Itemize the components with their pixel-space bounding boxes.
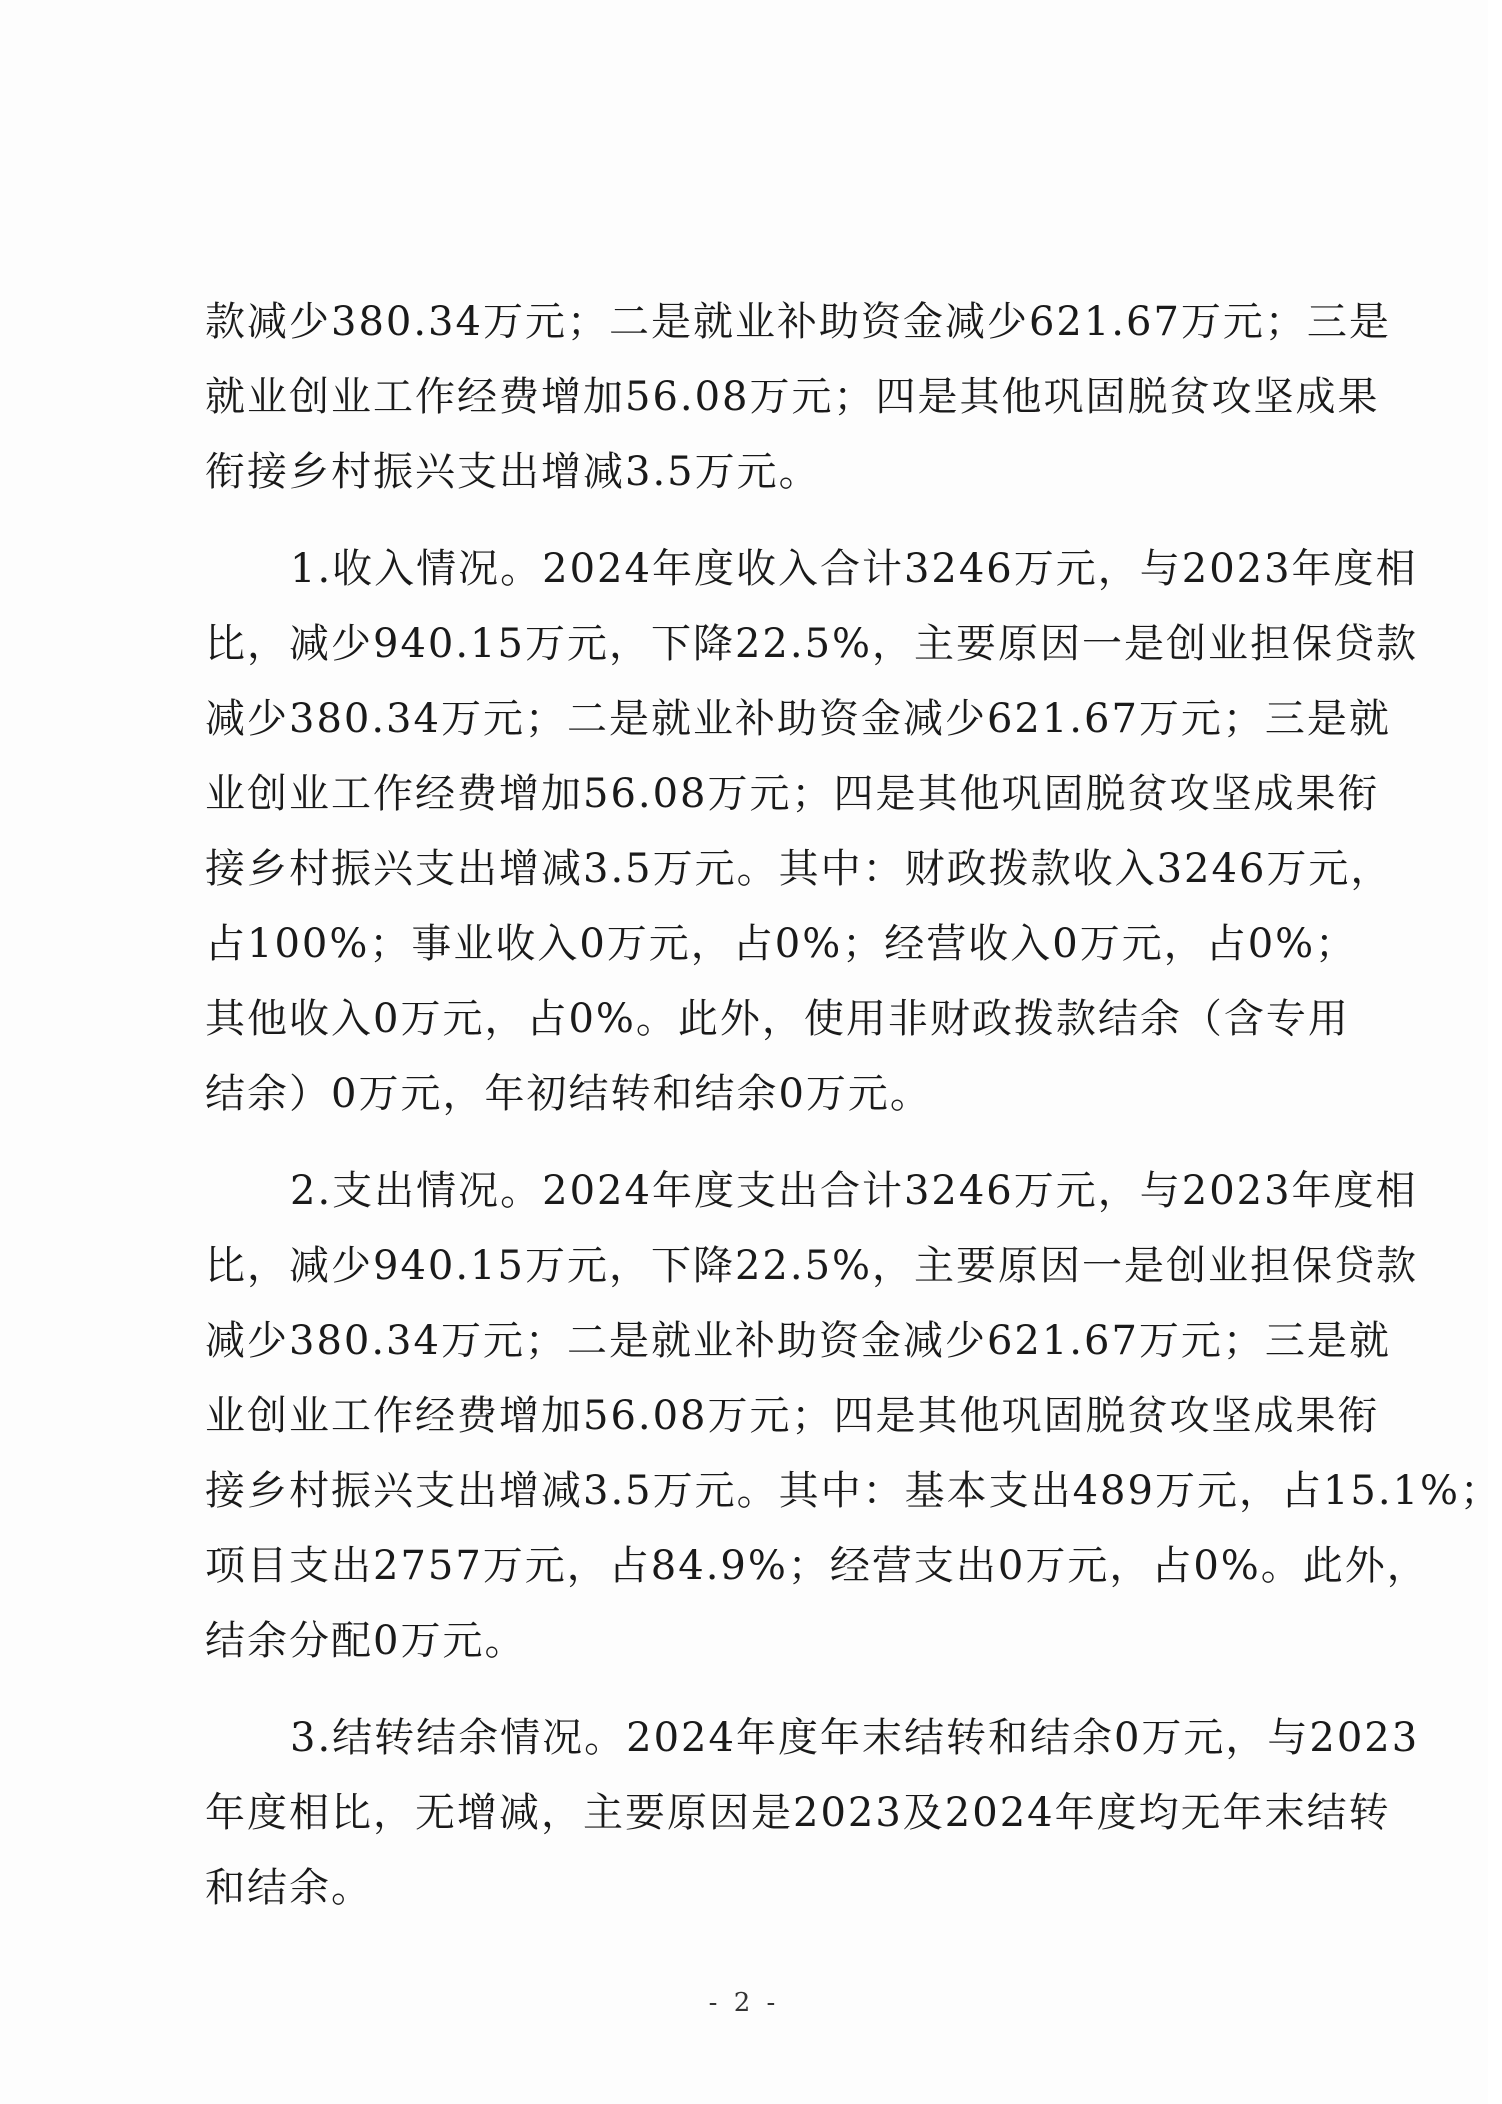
text-line: 结余分配0万元。 <box>205 1618 527 1664</box>
text-line: 接乡村振兴支出增减3.5万元。其中：财政拨款收入3246万元， <box>205 846 1393 892</box>
text-line: 减少380.34万元；二是就业补助资金减少621.67万元；三是就 <box>205 1318 1391 1364</box>
income-section-heading-line: 1.收入情况。2024年度收入合计3246万元，与2023年度相 <box>290 546 1418 592</box>
page-number: - 2 - <box>708 1988 780 2018</box>
text-line: 比，减少940.15万元，下降22.5%，主要原因一是创业担保贷款 <box>205 1243 1419 1289</box>
text-line: 款减少380.34万元；二是就业补助资金减少621.67万元；三是 <box>205 299 1391 345</box>
text-line: 业创业工作经费增加56.08万元；四是其他巩固脱贫攻坚成果衔 <box>205 771 1380 817</box>
text-line: 衔接乡村振兴支出增减3.5万元。 <box>205 449 821 495</box>
text-line: 和结余。 <box>205 1865 373 1911</box>
text-line: 就业创业工作经费增加56.08万元；四是其他巩固脱贫攻坚成果 <box>205 374 1380 420</box>
document-body <box>205 285 1502 1926</box>
text-line: 业创业工作经费增加56.08万元；四是其他巩固脱贫攻坚成果衔 <box>205 1393 1380 1439</box>
text-line: 比，减少940.15万元，下降22.5%，主要原因一是创业担保贷款 <box>205 621 1419 667</box>
text-line: 其他收入0万元，占0%。此外，使用非财政拨款结余（含专用 <box>205 996 1350 1042</box>
text-line: 项目支出2757万元，占84.9%；经营支出0万元，占0%。此外， <box>205 1543 1429 1589</box>
text-line: 占100%；事业收入0万元，占0%；经营收入0万元，占0%； <box>205 921 1358 967</box>
balance-section-heading-line: 3.结转结余情况。2024年度年末结转和结余0万元，与2023 <box>290 1715 1420 1761</box>
text-line: 结余）0万元，年初结转和结余0万元。 <box>205 1071 932 1117</box>
text-line: 接乡村振兴支出增减3.5万元。其中：基本支出489万元，占15.1%； <box>205 1468 1502 1514</box>
text-line: 年度相比，无增减，主要原因是2023及2024年度均无年末结转 <box>205 1790 1391 1836</box>
text-line: 减少380.34万元；二是就业补助资金减少621.67万元；三是就 <box>205 696 1391 742</box>
expense-section-heading-line: 2.支出情况。2024年度支出合计3246万元，与2023年度相 <box>290 1168 1418 1214</box>
